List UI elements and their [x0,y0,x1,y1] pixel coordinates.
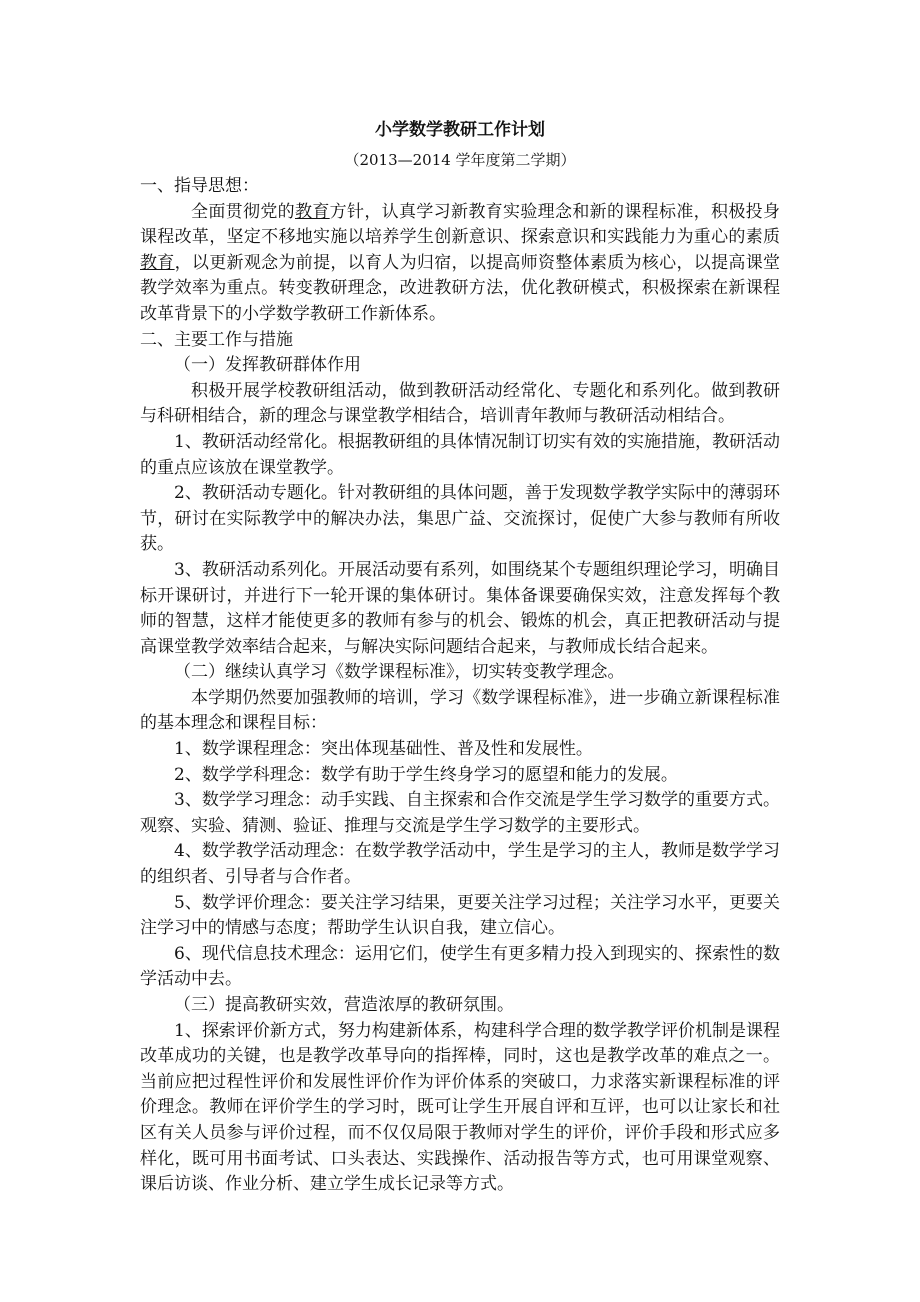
subsection-2-item-1: 1、数学课程理念：突出体现基础性、普及性和发展性。 [174,739,593,760]
document-body [140,174,780,1198]
section-1-text-c: ，以更新观念为前提，以育人为归宿，以提高师资整体素质为核心，以提高课堂教学效率为重点。转变教研理念，改进教研方法，优化教研模式，积极探索在新课程改革背景下的小学数学教研工作新体系。 [140,252,781,324]
section-1-paragraph [140,200,780,328]
section-1-text-b: 方针，认真学习新教育实验理念和新的课程标准，积极投身课程改革，坚定不移地实施以培养学生创新意识、探索意识和实践能力为重心的素质 [140,201,781,248]
link-education-1[interactable]: 教育 [295,201,330,222]
subsection-2-paragraph: 本学期仍然要加强教师的培训，学习《数学课程标准》，进一步确立新课程标准的基本理念和课程目标： [140,687,780,734]
subsection-1-item-3: 3、教研活动系列化。开展活动要有系列，如围绕某个专题组织理论学习，明确目标开课研讨，并进行下一轮开课的集体研讨。集体备课要确保实效，注意发挥每个教师的智慧，这样才能使更多的教师有参与的机会、锻炼的机会，真正把教研活动与提高课堂教学效率结合起来，与解决实际问题结合起来，与教师成长结合起来。 [140,559,780,657]
subsection-2-item-4: 4、数学教学活动理念：在数学教学活动中，学生是学习的主人，教师是数学学习的组织者、引导者与合作者。 [140,841,780,888]
subsection-2-item-3: 3、数学学习理念：动手实践、自主探索和合作交流是学生学习数学的重要方式。观察、实验、猜测、验证、推理与交流是学生学习数学的主要形式。 [140,790,780,836]
subsection-2-item-6: 6、现代信息技术理念：运用它们，使学生有更多精力投入到现实的、探索性的数学活动中去。 [140,943,780,990]
document-title: 小学数学教研工作计划 [375,120,545,140]
subsection-2-item-5: 5、数学评价理念：要关注学习结果，更要关注学习过程；关注学习水平，更要关注学习中的情感与态度；帮助学生认识自我，建立信心。 [140,892,780,939]
subsection-2-item-2: 2、数学学科理念：数学有助于学生终身学习的愿望和能力的发展。 [174,764,678,785]
subsection-2-heading: （二）继续认真学习《数学课程标准》，切实转变教学理念。 [174,662,625,683]
subsection-1-item-2: 2、教研活动专题化。针对教研组的具体问题，善于发现数学教学实际中的薄弱环节，研讨在实际教学中的解决办法，集思广益、交流探讨，促使广大参与教师有所收获。 [140,483,780,555]
document-subtitle: （2013—2014 学年度第二学期） [344,151,576,169]
section-1-heading: 一、指导思想： [140,176,259,196]
section-2-heading: 二、主要工作与措施 [140,329,293,350]
subsection-3-item-1: 1、探索评价新方式，努力构建新体系，构建科学合理的数学教学评价机制是课程改革成功的关键，也是教学改革导向的指挥棒，同时，这也是教学改革的难点之一。当前应把过程性评价和发展性评价作为评价体系的突破口，力求落实新课程标准的评价理念。教师在评价学生的学习时，既可让学生开展自评和互评，也可以让家长和社区有关人员参与评价过程，而不仅仅局限于教师对学生的评价，评价手段和形式应多样化，既可用书面考试、口头表达、实践操作、活动报告等方式，也可用课堂观察、课后访谈、作业分析、建立学生成长记录等方式。 [140,1020,780,1195]
subsection-1-item-1: 1、教研活动经常化。根据教研组的具体情况制订切实有效的实施措施，教研活动的重点应该放在课堂教学。 [140,431,780,478]
subsection-1-paragraph: 积极开展学校教研组活动，做到教研活动经常化、专题化和系列化。做到教研与科研相结合，新的理念与课堂教学相结合，培训青年教师与教研活动相结合。 [140,380,780,427]
subsection-1-heading: （一）发挥教研群体作用 [174,355,361,376]
section-1-text-a: 全面贯彻党的 [191,201,295,222]
link-education-2[interactable]: 教育 [140,252,175,273]
subsection-3-heading: （三）提高教研实效，营造浓厚的教研氛围。 [174,995,514,1015]
